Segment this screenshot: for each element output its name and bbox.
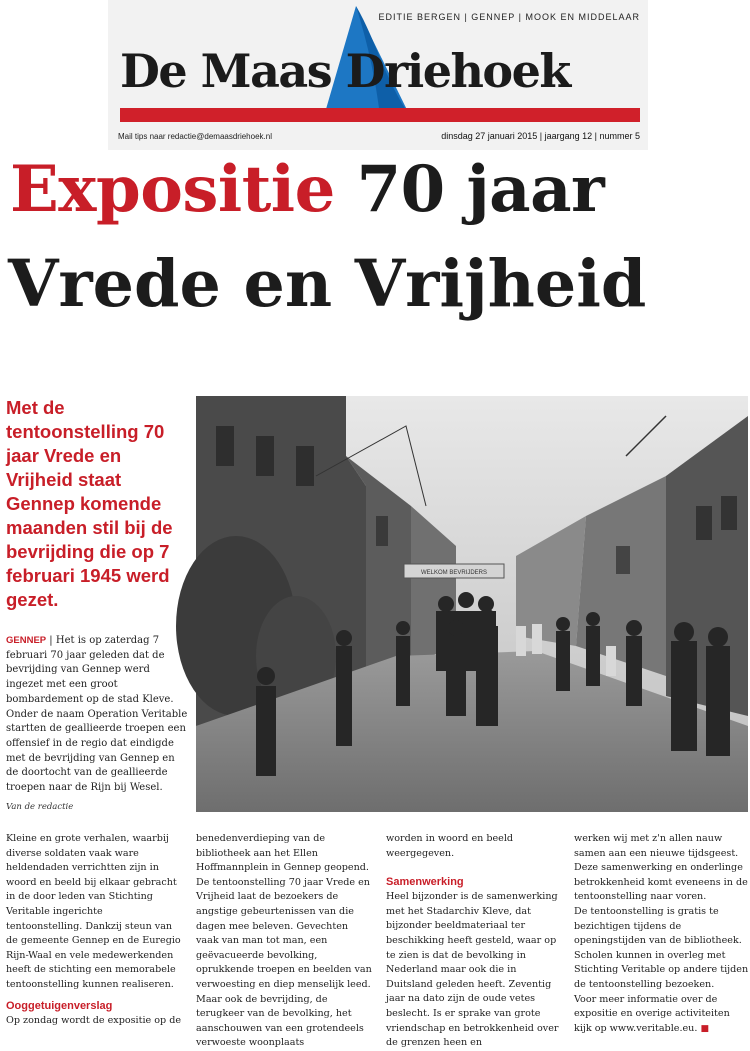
article-column-4 (574, 832, 750, 1036)
column-2-text: benedenverdieping van de bibliotheek aan het Ellen Hoffmannplein in Gennep geopend. (196, 833, 369, 874)
photo-street-scene (196, 396, 748, 812)
column-3-text: worden in woord en beeld weergegeven. (386, 833, 514, 859)
historic-photo (196, 396, 748, 812)
end-mark-icon: ■ (700, 1023, 709, 1034)
lead-location: GENNEP (6, 635, 47, 646)
issue-info: dinsdag 27 januari 2015 | jaargang 12 | nummer 5 (441, 131, 640, 141)
column-2-text-2: De tentoonstelling 70 jaar Vrede en Vrijheid laat de bezoekers de angstige gebeurtenissen van die dagen mee beleven. Gevechten vaak van man tot man, een geëvacueerde bevolking, oprukkende troepen en beelden van verwoesting en diep menselijk leed. Maar ook de bevrijding, de terugkeer van de bevolking, het aanschouwen van een grotendeels verwoeste woonplaats (196, 876, 372, 1049)
column-4-text: werken wij met z'n allen nauw samen aan een nieuwe tijdsgeest. Deze samenwerking en onderlinge betrokkenheid komt eveneens in de tentoonstelling naar voren. (574, 833, 748, 903)
lead-text: | Het is op zaterdag 7 februari 70 jaar geleden dat de bevrijding van Gennep werd ingezet met een groot bombardement op de stad Kleve. Onder de naam Operation Veritable startten de geallieerde troepen een offensief in de regio dat eindigde met de bevrijding van Gennep en de doortocht van de geallieerde troepen naar de Rijn bij Wesel. (6, 635, 188, 794)
headline-red-word: Expositie (10, 152, 335, 227)
column-4-text-2: De tentoonstelling is gratis te bezichtigen tijdens de openingstijden van de bibliotheek. Scholen kunnen in overleg met Stichting Veritable op andere tijden de tentoonstelling bezoeken. (574, 905, 749, 990)
headline-dark-words: 70 jaar (334, 152, 605, 227)
lead-paragraph (6, 634, 188, 796)
headline-line-2: Vrede en Vrijheid (8, 246, 647, 322)
subhead-ooggetuigenverslag: Ooggetuigenverslag (6, 999, 113, 1012)
article-column-3 (386, 832, 562, 1051)
column-1-text: Kleine en grote verhalen, waarbij diverse soldaten vaak ware heldendaden verrichtten zijn in woord en beeld bij elkaar gebracht in de door leden van Stichting Veritable ingerichte tentoonstelling. Dankzij steun van de gemeente Gennep en de Euregio Rijn-Waal en vele medewerkenden heeft de stichting een memorabele tentoonstelling kunnen realiseren. (6, 833, 181, 990)
mail-tips: Mail tips naar redactie@demaasdriehoek.nl (118, 132, 272, 141)
article-column-1 (6, 832, 182, 1028)
column-4-text-3-content: Voor meer informatie over de expositie en overige activiteiten kijk op www.veritable.eu. (574, 993, 730, 1034)
byline: Van de redactie (6, 802, 74, 812)
headline-line-1 (10, 152, 605, 227)
article-column-2 (196, 832, 372, 1051)
subhead-samenwerking: Samenwerking (386, 876, 464, 889)
photo-banner-text: WELKOM BEVRIJDERS (420, 570, 488, 576)
masthead-red-bar (120, 108, 640, 122)
edition-line: EDITIE BERGEN | GENNEP | MOOK EN MIDDELAAR (378, 12, 640, 22)
column-3-text-2: Heel bijzonder is de samenwerking met het Stadarchiv Kleve, dat bijzonder beeldmateriaal ter beschikking heeft gesteld, waar op te zien is dat de bevolking in Nederland maar ook die in Duitsland geleden heeft. Zeventig jaar na dato zijn de oude vetes beslecht. Is er sprake van grote vriendschap en betrokkenheid over de grenzen heen en (386, 891, 559, 1049)
column-4-text-3 (574, 993, 750, 1037)
newspaper-logo[interactable]: De Maas Driehoek (120, 44, 570, 98)
intro-text: Met de tentoonstelling 70 jaar Vrede en Vrijheid staat Gennep komende maanden stil bij de bevrijding die op 7 februari 1945 werd gezet. (6, 397, 173, 610)
column-1-text-2: Op zondag wordt de expositie op de (6, 1014, 182, 1026)
